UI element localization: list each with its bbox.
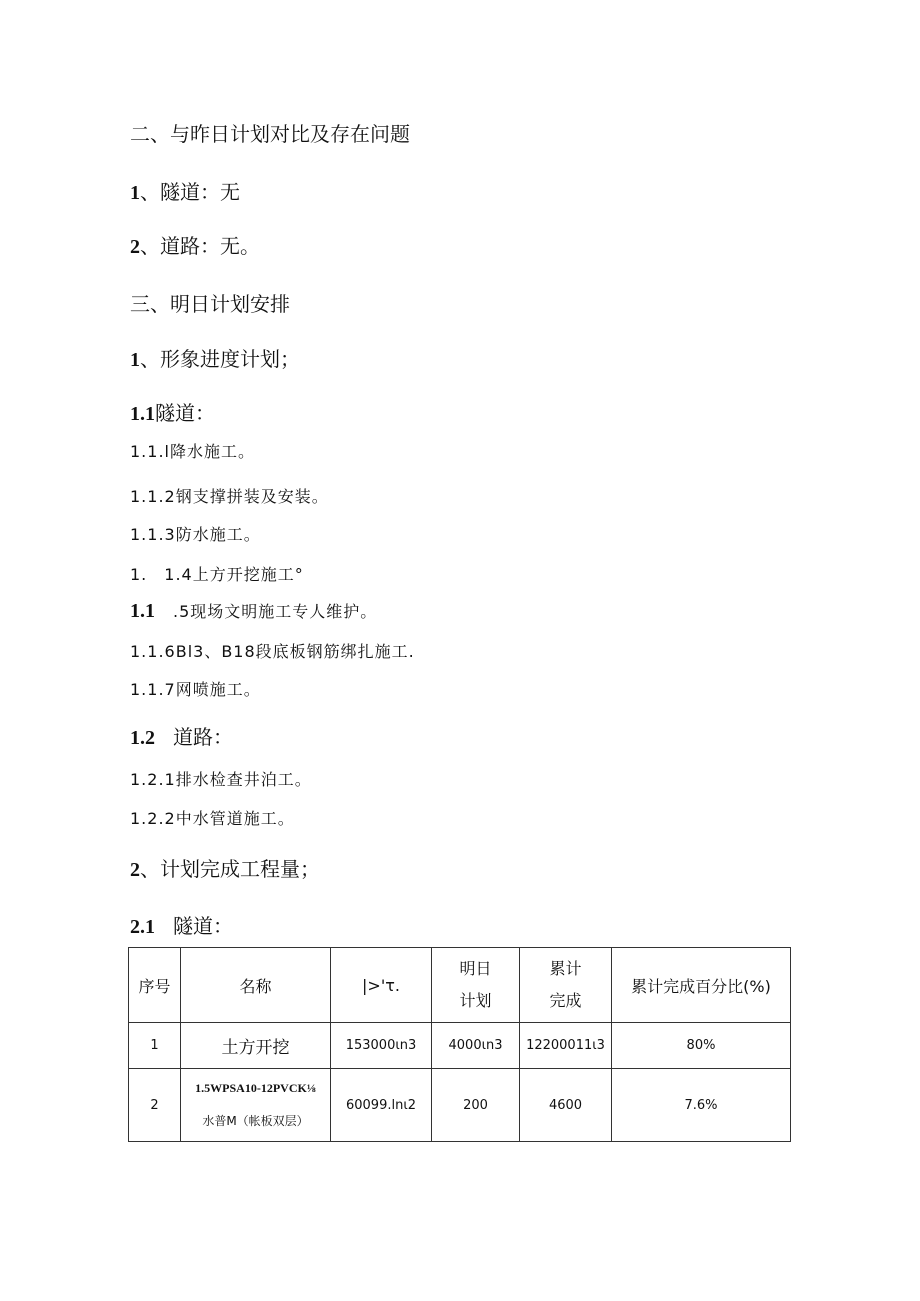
cell-name bbox=[181, 1069, 331, 1142]
item-text: 、道路：无。 bbox=[140, 234, 260, 258]
header-name: 名称 bbox=[181, 948, 331, 1023]
road-item: 1.2.2中水管道施工。 bbox=[130, 809, 295, 828]
item-number: 1.2 bbox=[130, 727, 155, 749]
item-text: 、形象进度计划； bbox=[140, 347, 300, 371]
item-number: 2 bbox=[130, 236, 140, 258]
item-number: 2.1 bbox=[130, 916, 155, 938]
item-text: .5现场文明施工专人维护。 bbox=[173, 602, 378, 621]
cell-percent: 7.6% bbox=[612, 1069, 791, 1142]
tunnel-item: 1.1.l降水施工。 bbox=[130, 442, 255, 461]
tunnel-item: 1.1.2钢支撑拼装及安装。 bbox=[130, 487, 329, 506]
road-item: 1.2.1排水检查井泊工。 bbox=[130, 770, 312, 789]
cell-cumulative: 4600 bbox=[520, 1069, 612, 1142]
item-text: 、隧道：无 bbox=[140, 180, 240, 204]
cell-name: 土方开挖 bbox=[181, 1023, 331, 1069]
header-cumulative-line1: 累计 bbox=[549, 959, 582, 978]
header-total: |>'τ. bbox=[331, 948, 432, 1023]
item-number: 1 bbox=[130, 182, 140, 204]
cell-total: 153000ιn3 bbox=[331, 1023, 432, 1069]
progress-plan-heading bbox=[130, 343, 300, 372]
tunnel-item bbox=[130, 599, 377, 623]
cell-cumulative: 12200011ι3 bbox=[520, 1023, 612, 1069]
item-number: 2 bbox=[130, 859, 140, 881]
section-2-item-2 bbox=[130, 230, 260, 259]
cell-tomorrow: 200 bbox=[432, 1069, 520, 1142]
section-2-title: 二、与昨日计划对比及存在问题 bbox=[130, 122, 410, 146]
road-heading bbox=[130, 721, 233, 750]
cell-tomorrow: 4000ιn3 bbox=[432, 1023, 520, 1069]
item-text: 隧道： bbox=[155, 401, 215, 425]
table-header-row bbox=[129, 948, 791, 1023]
item-number: 1 bbox=[130, 349, 140, 371]
header-cumulative-line2: 完成 bbox=[549, 991, 582, 1010]
cell-seq: 2 bbox=[129, 1069, 181, 1142]
section-2-item-1 bbox=[130, 176, 240, 205]
tunnel-item: 1.1.7网喷施工。 bbox=[130, 680, 261, 699]
header-cumulative bbox=[520, 948, 612, 1023]
header-tomorrow-line2: 计划 bbox=[459, 991, 492, 1010]
cell-total: 60099.lnι2 bbox=[331, 1069, 432, 1142]
header-tomorrow-line1: 明日 bbox=[459, 959, 492, 978]
table-row bbox=[129, 1023, 791, 1069]
tunnel-item: 1. 1.4上方开挖施工° bbox=[130, 565, 304, 584]
workload-tunnel-heading bbox=[130, 910, 233, 939]
tunnel-item: 1.1.3防水施工。 bbox=[130, 525, 261, 544]
cell-percent: 80% bbox=[612, 1023, 791, 1069]
tunnel-heading bbox=[130, 397, 215, 426]
item-text: 隧道： bbox=[173, 914, 233, 938]
item-text: 、计划完成工程量； bbox=[140, 857, 320, 881]
workload-heading bbox=[130, 853, 320, 882]
cell-name-line2: 水普M（帐板双层） bbox=[202, 1114, 309, 1128]
tunnel-item: 1.1.6Bl3、B18段底板钢筋绑扎施工. bbox=[130, 642, 415, 661]
header-percent: 累计完成百分比(%) bbox=[612, 948, 791, 1023]
item-number: 1.1 bbox=[130, 403, 155, 425]
section-3-title: 三、明日计划安排 bbox=[130, 292, 290, 316]
header-tomorrow bbox=[432, 948, 520, 1023]
item-text: 道路： bbox=[173, 725, 233, 749]
item-number: 1.1 bbox=[130, 600, 155, 622]
table-row bbox=[129, 1069, 791, 1142]
header-seq: 序号 bbox=[129, 948, 181, 1023]
cell-seq: 1 bbox=[129, 1023, 181, 1069]
cell-name-line1: 1.5WPSA10-12PVCK⅛ bbox=[195, 1081, 316, 1095]
workload-table bbox=[128, 947, 791, 1142]
